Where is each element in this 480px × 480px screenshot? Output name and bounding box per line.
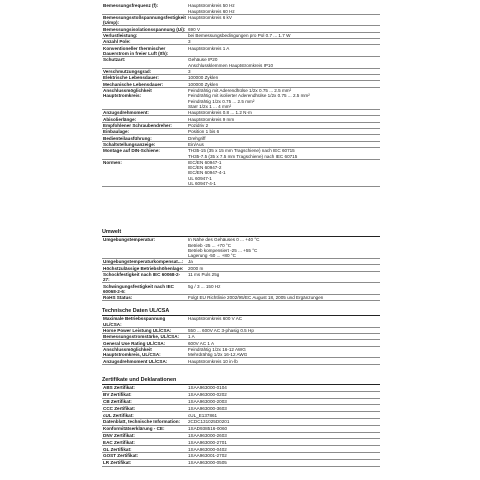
spec-label-line: cUL Zertifikat: bbox=[103, 412, 134, 418]
spec-value bbox=[187, 392, 380, 398]
spec-value bbox=[187, 340, 380, 345]
spec-value-line: Gehäuse IP20 bbox=[188, 57, 218, 63]
spec-value bbox=[187, 412, 380, 418]
spec-table-zertifikate bbox=[102, 385, 380, 467]
spec-value-line: Hauptstromkreis 6 kV bbox=[188, 14, 232, 20]
spec-value-line: Hauptstromkreis 600 V AC bbox=[188, 316, 243, 322]
spec-label-line: Mechanische Lebensdauer: bbox=[103, 81, 164, 87]
spec-value-line: 3 bbox=[188, 39, 191, 45]
spec-value-line: Drehgriff bbox=[188, 135, 206, 141]
spec-label-line: ABS Zertifikat: bbox=[103, 385, 135, 391]
spec-label-line: Bemessungsstromstärke, UL/CSA: bbox=[103, 334, 180, 340]
spec-label-line: DNV Zertifikat: bbox=[103, 432, 135, 438]
spec-label bbox=[102, 295, 187, 300]
spec-row bbox=[102, 57, 380, 69]
spec-label bbox=[102, 81, 187, 86]
spec-value-line: Hauptstromkreis 10 in·lb bbox=[188, 358, 238, 364]
spec-value-line: 1SAA963000-0402 bbox=[188, 446, 227, 452]
spec-value bbox=[187, 110, 380, 115]
spec-label bbox=[102, 283, 187, 294]
spec-value bbox=[187, 358, 380, 363]
spec-row bbox=[102, 419, 380, 426]
spec-label bbox=[102, 385, 187, 391]
spec-label bbox=[102, 142, 187, 147]
spec-value-line: Hauptstromkreis 60 Hz bbox=[188, 8, 235, 14]
spec-value bbox=[187, 116, 380, 121]
spec-label bbox=[102, 259, 187, 264]
spec-row bbox=[102, 15, 380, 27]
spec-value-line: bei Bemessungsbedingungen pro Pol 0.7 ... 1.7 W bbox=[188, 32, 291, 38]
spec-label bbox=[102, 88, 187, 109]
spec-label bbox=[102, 39, 187, 44]
spec-label bbox=[102, 265, 187, 270]
spec-label bbox=[102, 57, 187, 68]
spec-label bbox=[102, 392, 187, 398]
spec-label bbox=[102, 110, 187, 115]
spec-value bbox=[187, 446, 380, 452]
spec-label-line: Bemessungsstoßspannungsfestigkeit bbox=[103, 14, 186, 20]
section-title-zertifikate: Zertifikate und Deklarationen bbox=[102, 378, 380, 385]
spec-value-line: 1SAA963001-2702 bbox=[188, 453, 227, 459]
spec-label-line: Elektrische Lebensdauer: bbox=[103, 75, 159, 81]
spec-row bbox=[102, 412, 380, 419]
spec-value-line: 2000 m bbox=[188, 265, 204, 271]
section-title-ulcsa: Technische Daten UL/CSA bbox=[102, 309, 380, 316]
spec-value bbox=[187, 405, 380, 411]
spec-value bbox=[187, 135, 380, 140]
spec-value-line: IEC/EN 60947-4-1 bbox=[188, 170, 226, 176]
spec-value-line: Mehrdrähtig 1/2x 16-12 AWG bbox=[188, 352, 248, 358]
spec-value-line: 1SAA963000-2701 bbox=[188, 439, 227, 445]
spec-value-line: Betrieb -25 ... +70 °C bbox=[188, 242, 232, 248]
spec-label bbox=[102, 160, 187, 186]
spec-label-line: Empfohlener Schraubendreher: bbox=[103, 122, 172, 128]
spec-label bbox=[102, 3, 187, 14]
spec-value-line: 100000 Zyklen bbox=[188, 81, 219, 87]
spec-label bbox=[102, 272, 187, 283]
spec-value-line: 3 bbox=[188, 68, 191, 74]
spec-value bbox=[187, 33, 380, 38]
spec-value-line: 5g / 3 ... 150 Hz bbox=[188, 283, 221, 289]
spec-label-line: EAC Zertifikat: bbox=[103, 439, 135, 445]
spec-row bbox=[102, 283, 380, 295]
spec-label-line: General Use Rating UL/CSA: bbox=[103, 340, 166, 346]
spec-value bbox=[187, 316, 380, 327]
spec-row bbox=[102, 453, 380, 460]
spec-label-line: Horse Power Leistung UL/CSA: bbox=[103, 327, 172, 333]
spec-label-line: Anzugsdrehmoment: bbox=[103, 110, 149, 116]
spec-label bbox=[102, 460, 187, 466]
spec-value-line: Hauptstromkreis 50 Hz bbox=[188, 3, 235, 9]
spec-row bbox=[102, 316, 380, 328]
spec-label bbox=[102, 135, 187, 140]
spec-value-line: TH35-7.5 (35 x 7.5 mm Tragschiene) nach IEC 60715 bbox=[188, 153, 298, 159]
spec-value bbox=[187, 334, 380, 339]
spec-label-line: Schaltstellungsanzeige: bbox=[103, 142, 156, 148]
spec-value-line: Hauptstromkreis 0.8 ... 1.2 N·m bbox=[188, 110, 252, 116]
spec-label-line: Konventioneller thermischer bbox=[103, 45, 166, 51]
spec-value-line: Feindrähtig mit isolierter Aderendhülse 1/2x 0.75 ... 2.5 mm² bbox=[188, 93, 310, 99]
spec-value bbox=[187, 75, 380, 80]
spec-value bbox=[187, 265, 380, 270]
spec-label-line: GOST Zertifikat: bbox=[103, 453, 139, 459]
spec-row bbox=[102, 385, 380, 392]
spec-label-line: Hauptstromkreis: bbox=[103, 93, 142, 99]
spec-label bbox=[102, 75, 187, 80]
spec-value bbox=[187, 39, 380, 44]
spec-label bbox=[102, 237, 187, 258]
spec-label bbox=[102, 358, 187, 363]
spec-value-line: Pozidriv 2 bbox=[188, 122, 209, 128]
spec-label-line: (Uimp): bbox=[103, 20, 120, 26]
spec-value-line: Lagerung -50 ... +80 °C bbox=[188, 253, 236, 258]
spec-label-line: Verlustleistung: bbox=[103, 32, 138, 38]
spec-label bbox=[102, 340, 187, 345]
spec-table-general bbox=[102, 3, 380, 187]
spec-label bbox=[102, 399, 187, 405]
spec-value bbox=[187, 129, 380, 134]
spec-value-line: 1SAA963000-0202 bbox=[188, 392, 227, 398]
spec-label bbox=[102, 129, 187, 134]
spec-label bbox=[102, 426, 187, 432]
spec-label-line: Schockfestigkeit nach IEC 60068-2- bbox=[103, 272, 181, 278]
spec-row bbox=[102, 148, 380, 160]
spec-value-line: Folgt EU Richtlinie 2002/95/EC August 18, 2005 und Ergänzungen bbox=[188, 295, 324, 301]
spec-row bbox=[102, 237, 380, 259]
spec-label-line: 27: bbox=[103, 277, 110, 283]
spec-label bbox=[102, 26, 187, 31]
spec-label bbox=[102, 316, 187, 327]
spec-value bbox=[187, 283, 380, 294]
spec-value-line: Hauptstromkreis 1 A bbox=[188, 45, 230, 51]
spec-label bbox=[102, 116, 187, 121]
spec-value bbox=[187, 426, 380, 432]
spec-value-line: 1SAA963000-3603 bbox=[188, 405, 227, 411]
spec-row bbox=[102, 88, 380, 110]
spec-row bbox=[102, 3, 380, 15]
spec-label-line: Anzahl Pole: bbox=[103, 39, 131, 45]
spec-row bbox=[102, 439, 380, 446]
spec-label-line: Bedienteilausführung: bbox=[103, 135, 152, 141]
spec-label-line: LR Zertifikat: bbox=[103, 460, 132, 466]
spec-value bbox=[187, 347, 380, 358]
spec-value-line: TH35-15 (35 x 15 mm Tragschiene) nach IEC 60715 bbox=[188, 148, 295, 154]
spec-row bbox=[102, 426, 380, 433]
spec-label-line: Umgebungstemperaturkompensat...: bbox=[103, 259, 184, 265]
spec-label-line: Anschlussmöglichkeit bbox=[103, 347, 152, 353]
spec-label-line: CB Zertifikat: bbox=[103, 398, 132, 404]
spec-label-line: Abisolierlänge: bbox=[103, 116, 137, 122]
spec-value bbox=[187, 148, 380, 159]
spec-label-line: Datenblatt, technische Information: bbox=[103, 419, 181, 425]
spec-label-line: Anschlussmöglichkeit bbox=[103, 88, 152, 94]
spec-value bbox=[187, 272, 380, 283]
spec-label bbox=[102, 439, 187, 445]
spec-value bbox=[187, 328, 380, 333]
spec-value-line: cUL_E137861 bbox=[188, 412, 218, 418]
spec-label-line: UL/CSA: bbox=[103, 321, 122, 327]
spec-value-line: 600V AC 1 A bbox=[188, 340, 215, 346]
spec-label bbox=[102, 453, 187, 459]
spec-value bbox=[187, 69, 380, 74]
spec-row bbox=[102, 392, 380, 399]
spec-value bbox=[187, 259, 380, 264]
spec-value bbox=[187, 160, 380, 186]
spec-value-line: UL 60947-1 bbox=[188, 175, 212, 181]
spec-label bbox=[102, 15, 187, 26]
spec-label bbox=[102, 419, 187, 425]
spec-value-line: Feindrähtig 1/2x 16-12 AWG bbox=[188, 347, 246, 353]
spec-value bbox=[187, 123, 380, 128]
spec-value bbox=[187, 453, 380, 459]
spec-label bbox=[102, 412, 187, 418]
spec-row bbox=[102, 433, 380, 440]
spec-value-line: Anschlussklemmen Hauptstromkreis IP10 bbox=[188, 62, 274, 68]
spec-value bbox=[187, 433, 380, 439]
spec-label bbox=[102, 433, 187, 439]
spec-value bbox=[187, 419, 380, 425]
spec-row bbox=[102, 358, 380, 364]
spec-label bbox=[102, 69, 187, 74]
spec-label-line: Verschmutzungsgrad: bbox=[103, 68, 152, 74]
spec-label-line: RoHS Status: bbox=[103, 295, 133, 301]
spec-value-line: IEC/EN 60947-2 bbox=[188, 165, 222, 171]
spec-value bbox=[187, 26, 380, 31]
spec-value-line: 1 A bbox=[188, 334, 195, 340]
spec-label bbox=[102, 347, 187, 358]
spec-value bbox=[187, 237, 380, 258]
spec-label bbox=[102, 33, 187, 38]
spec-label-line: CCC Zertifikat: bbox=[103, 405, 136, 411]
spec-value bbox=[187, 88, 380, 109]
spec-label-line: Höchstzulässige Betriebshöhenlage: bbox=[103, 265, 184, 271]
spec-label-line: Montage auf DIN-Schiene: bbox=[103, 148, 160, 154]
spec-value bbox=[187, 460, 380, 466]
spec-table-ulcsa bbox=[102, 316, 380, 365]
spec-value-line: Feindrähtig 1/2x 0.75 ... 2.5 mm² bbox=[188, 98, 255, 104]
spec-value-line: IEC/EN 60947-1 bbox=[188, 160, 222, 166]
spec-value-line: 11 ms Puls 25g bbox=[188, 272, 220, 278]
spec-value bbox=[187, 57, 380, 68]
spec-value bbox=[187, 142, 380, 147]
spec-label-line: Hauptstromkreis, UL/CSA: bbox=[103, 352, 161, 358]
spec-value bbox=[187, 439, 380, 445]
spec-label-line: BV Zertifikat: bbox=[103, 392, 132, 398]
spec-value-line: 1SAA963000-0104 bbox=[188, 385, 227, 391]
spec-label bbox=[102, 123, 187, 128]
spec-value-line: 2CDC131025D0201 bbox=[188, 419, 230, 425]
spec-label-line: Maximale Betriebsspannung bbox=[103, 316, 166, 322]
spec-value-line: 550 ... 600V AC 3-phasig 0.5 Hp bbox=[188, 327, 254, 333]
spec-label bbox=[102, 148, 187, 159]
spec-table-umwelt bbox=[102, 237, 380, 301]
spec-value bbox=[187, 45, 380, 56]
spec-value-line: Position 1 bis 6 bbox=[188, 129, 220, 135]
spec-label-line: 60068-2-6: bbox=[103, 288, 126, 294]
spec-value-line: 1SAA963000-2003 bbox=[188, 398, 227, 404]
spec-value bbox=[187, 3, 380, 14]
spec-label-line: GL Zertifikat: bbox=[103, 446, 132, 452]
spec-label-line: Bemessungsisolationsspannung (Ui): bbox=[103, 26, 186, 32]
spec-label-line: Konformitätserklärung - CE: bbox=[103, 426, 165, 432]
spec-label-line: Bemessungsfrequenz (f): bbox=[103, 3, 159, 9]
spec-label-line: Schwingungsfestigkeit nach IEC bbox=[103, 283, 174, 289]
spec-label-line: Umgebungstemperatur: bbox=[103, 237, 156, 243]
spec-value-line: 100000 Zyklen bbox=[188, 75, 219, 81]
spec-value-line: In Nähe des Gehäuses 0 ... +40 °C bbox=[188, 237, 260, 243]
spec-value-line: Feindrähtig mit Aderendhülse 1/2x 0.75 ... 2.5 mm² bbox=[188, 88, 292, 94]
spec-value-line: Ja bbox=[188, 259, 193, 265]
spec-label bbox=[102, 405, 187, 411]
section-title-umwelt: Umwelt bbox=[102, 230, 380, 237]
spec-label-line: Anzugsdrehmoment UL/CSA: bbox=[103, 358, 168, 364]
spec-value bbox=[187, 15, 380, 26]
spec-value-line: Hauptstromkreis 9 mm bbox=[188, 116, 235, 122]
spec-value-line: Starr 1/2x 1 ... 4 mm² bbox=[188, 103, 232, 109]
spec-row bbox=[102, 45, 380, 57]
spec-value bbox=[187, 81, 380, 86]
spec-value-line: 690 V bbox=[188, 26, 201, 32]
spec-label bbox=[102, 334, 187, 339]
spec-row bbox=[102, 405, 380, 412]
spec-label-line: Schutzart: bbox=[103, 57, 126, 63]
spec-value-line: Ein/Aus bbox=[188, 142, 204, 148]
spec-row bbox=[102, 446, 380, 453]
spec-value bbox=[187, 295, 380, 300]
spec-label-line: Normen: bbox=[103, 160, 122, 166]
spec-label bbox=[102, 45, 187, 56]
spec-row bbox=[102, 460, 380, 467]
spec-value-line: 1SAA963000-0505 bbox=[188, 460, 227, 466]
spec-label-line: Dauerstrom in freier Luft (Ith): bbox=[103, 50, 169, 56]
spec-row bbox=[102, 295, 380, 301]
spec-value-line: UL 60947-4-1 bbox=[188, 180, 216, 186]
spec-value-line: Betrieb kompensiert -25 ... +55 °C bbox=[188, 247, 258, 253]
spec-row bbox=[102, 347, 380, 359]
spec-label-line: Einbaulage: bbox=[103, 129, 130, 135]
spec-label bbox=[102, 446, 187, 452]
spec-row bbox=[102, 160, 380, 187]
spec-row bbox=[102, 399, 380, 406]
spec-value-line: 1SAD938516-0060 bbox=[188, 426, 228, 432]
spec-value-line: 1SAA963000-2603 bbox=[188, 432, 227, 438]
spec-value bbox=[187, 399, 380, 405]
spec-label bbox=[102, 328, 187, 333]
spec-value bbox=[187, 385, 380, 391]
spec-row bbox=[102, 272, 380, 284]
